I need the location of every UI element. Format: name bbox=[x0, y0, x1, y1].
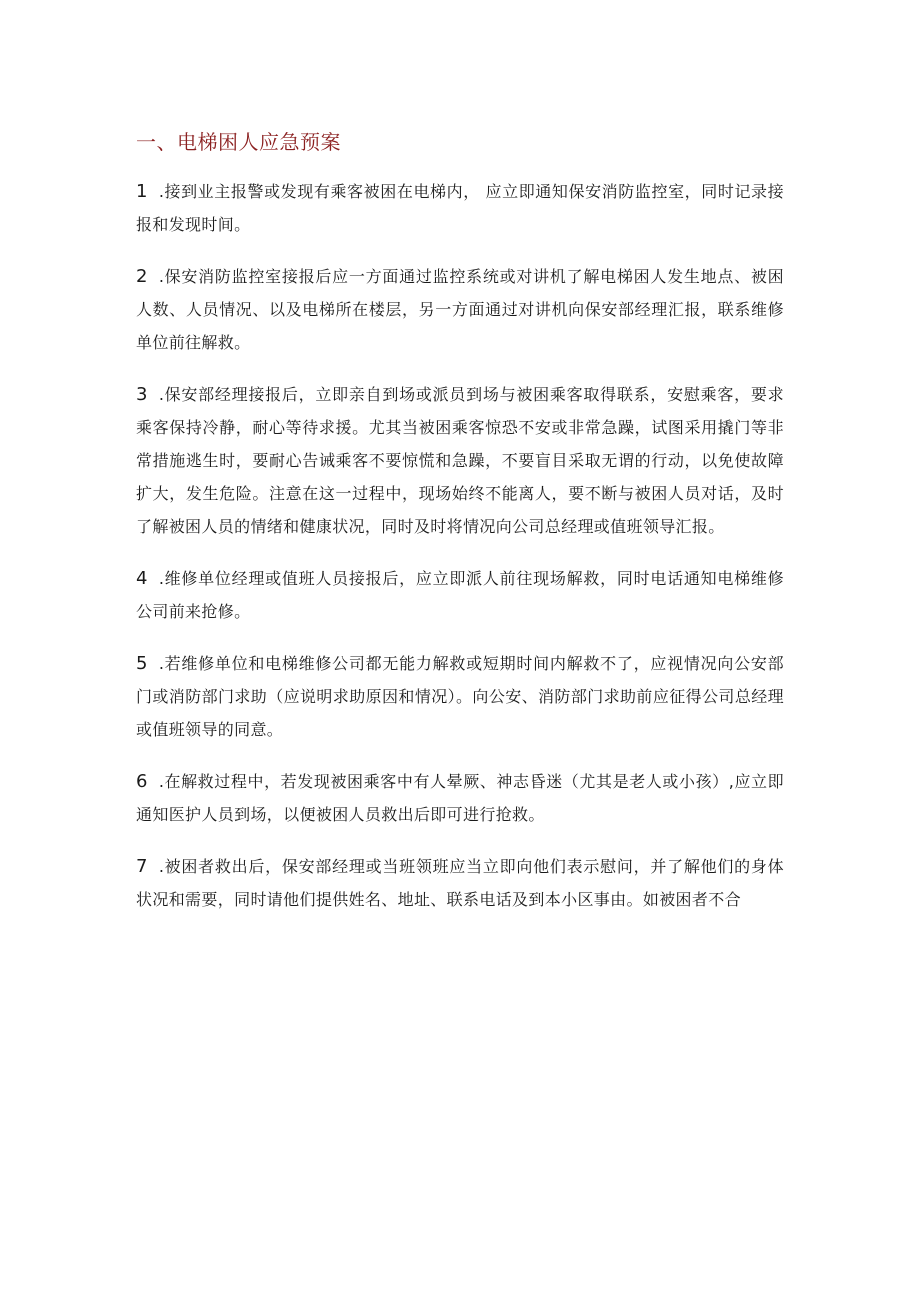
paragraph-2 bbox=[136, 260, 784, 359]
paragraph-text: .保安部经理接报后，立即亲自到场或派员到场与被困乘客取得联系，安慰乘客，要求乘客保持冷静，耐心等待求援。尤其当被困乘客惊恐不安或非常急躁，试图采用撬门等非常措施逃生时，要耐心告诫乘客不要惊慌和急躁，不要盲目采取无谓的行动，以免使故障扩大，发生危险。注意在这一过程中，现场始终不能离人，要不断与被困人员对话，及时了解被困人员的情绪和健康状况，同时及时将情况向公司总经理或值班领导汇报。 bbox=[136, 385, 784, 536]
paragraph-text: .保安消防监控室接报后应一方面通过监控系统或对讲机了解电梯困人发生地点、被困人数、人员情况、以及电梯所在楼层，另一方面通过对讲机向保安部经理汇报，联系维修单位前往解救。 bbox=[136, 267, 784, 352]
paragraph-4 bbox=[136, 562, 784, 628]
section-heading: 一、电梯困人应急预案 bbox=[136, 130, 341, 154]
paragraph-6 bbox=[136, 765, 784, 831]
paragraph-number: 4 bbox=[136, 568, 148, 589]
paragraph-7 bbox=[136, 850, 784, 916]
paragraph-number: 7 bbox=[136, 856, 148, 877]
paragraph-number: 2 bbox=[136, 266, 148, 287]
paragraph-number: 3 bbox=[136, 384, 148, 405]
paragraph-text: .在解救过程中，若发现被困乘客中有人晕厥、神志昏迷（尤其是老人或小孩）,应立即通知医护人员到场，以便被困人员救出后即可进行抢救。 bbox=[136, 772, 784, 824]
paragraph-text: .接到业主报警或发现有乘客被困在电梯内， 应立即通知保安消防监控室，同时记录接报和发现时间。 bbox=[136, 182, 784, 234]
paragraph-3 bbox=[136, 378, 784, 543]
paragraph-text: .若维修单位和电梯维修公司都无能力解救或短期时间内解救不了，应视情况向公安部门或消防部门求助（应说明求助原因和情况）。向公安、消防部门求助前应征得公司总经理或值班领导的同意。 bbox=[136, 654, 784, 739]
paragraph-number: 6 bbox=[136, 771, 148, 792]
paragraph-1 bbox=[136, 175, 784, 241]
paragraph-number: 5 bbox=[136, 653, 148, 674]
paragraph-5 bbox=[136, 647, 784, 746]
paragraph-text: .被困者救出后，保安部经理或当班领班应当立即向他们表示慰问，并了解他们的身体状况和需要，同时请他们提供姓名、地址、联系电话及到本小区事由。如被困者不合 bbox=[136, 857, 784, 909]
paragraph-text: .维修单位经理或值班人员接报后，应立即派人前往现场解救，同时电话通知电梯维修公司前来抢修。 bbox=[136, 569, 784, 621]
paragraph-number: 1 bbox=[136, 181, 148, 202]
